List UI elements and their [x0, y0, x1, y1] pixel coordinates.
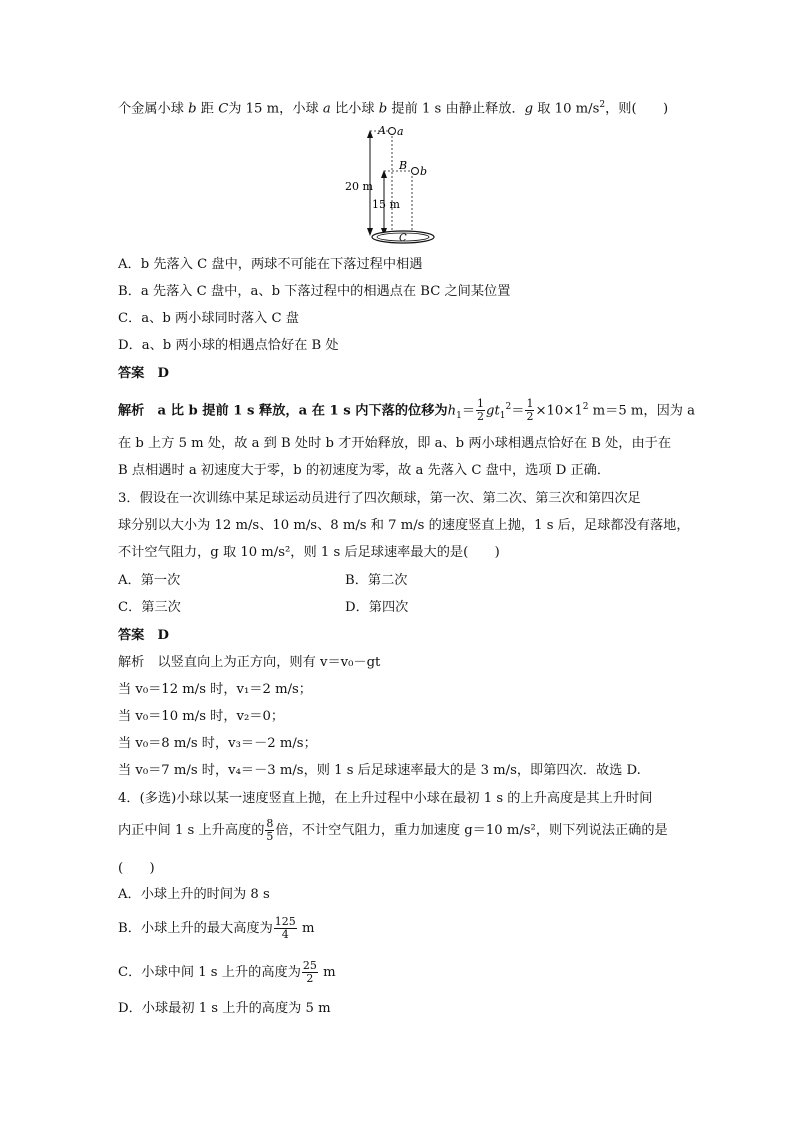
- drop-figure: [340, 120, 450, 250]
- label-C: C: [399, 233, 407, 244]
- q2-stem-line: 个金属小球 b 距 C为 15 m，小球 a 比小球 b 提前 1 s 由静止释放．g 取 10 $m/s^2$，则( ): [118, 100, 669, 117]
- q2-option-A: A．b 先落入 C 盘中，两球不可能在下落过程中相遇: [118, 257, 423, 272]
- q2-option-C: C．a、b 两小球同时落入 C 盘: [118, 311, 299, 326]
- q4-option-D: D．小球最初 1 s 上升的高度为 5 m: [118, 1001, 331, 1016]
- q3-stem-line-2: 球分别以大小为 12 m/s、10 m/s、8 m/s 和 7 m/s 的速度竖直上抛，1 s 后，足球都没有落地，: [118, 518, 690, 533]
- q4-option-B: B．小球上升的最大高度为 $\frac{125}{4}$ m: [118, 915, 315, 941]
- q3-stem-line-1: 3．假设在一次训练中某足球运动员进行了四次颠球，第一次、第二次、第三次和第四次足: [118, 491, 641, 506]
- label-20m: 20 m: [345, 180, 373, 193]
- label-b: b: [420, 165, 428, 178]
- q3-option-A: A．第一次: [118, 573, 181, 588]
- label-A: A: [378, 124, 386, 137]
- q3-analysis-line-4: 当 v₀＝8 m/s 时，v₃＝－2 m/s；: [118, 736, 317, 751]
- q2-option-B: B．a 先落入 C 盘中，a、b 下落过程中的相遇点在 BC 之间某位置: [118, 284, 511, 299]
- q2-answer: 答案 D: [118, 366, 169, 381]
- q2-analysis-line-3: B 点相遇时 a 初速度大于零，b 的初速度为零，故 a 先落入 C 盘中，选项 D 正确．: [118, 463, 611, 478]
- label-B: B: [399, 159, 408, 172]
- q3-answer: 答案 D: [118, 628, 169, 643]
- q3-option-D: D．第四次: [345, 600, 409, 615]
- q3-analysis-line-1: 解析 以竖直向上为正方向，则有 v＝v₀－gt: [118, 655, 381, 670]
- q2-analysis-line-2: 在 b 上方 5 m 处，故 a 到 B 处时 b 才开始释放，即 a、b 两小球相遇点恰好在 B 处，由于在: [118, 436, 672, 451]
- q4-stem-line-3: ( ): [118, 861, 155, 876]
- q3-analysis-line-3: 当 v₀＝10 m/s 时，v₂＝0；: [118, 709, 285, 724]
- q3-analysis-line-5: 当 v₀＝7 m/s 时，v₄＝－3 m/s，则 1 s 后足球速率最大的是 3 m/s，即第四次．故选 D.: [118, 763, 641, 778]
- q4-stem-line-1: 4．(多选)小球以某一速度竖直上抛，在上升过程中小球在最初 1 s 的上升高度是其上升时间: [118, 791, 653, 806]
- q3-stem-line-3: 不计空气阻力，g 取 10 m/s²，则 1 s 后足球速率最大的是( ): [118, 545, 500, 560]
- label-15m: 15 m: [372, 198, 400, 211]
- q4-stem-line-2: 内正中间 1 s 上升高度的 $\frac{8}{5}$ 倍，不计空气阻力，重力加速度 g＝10 m/s²，则下列说法正确的是: [118, 817, 668, 843]
- q4-option-C: C．小球中间 1 s 上升的高度为 $\frac{25}{2}$ m: [118, 959, 336, 985]
- q3-option-C: C．第三次: [118, 600, 181, 615]
- q3-analysis-line-2: 当 v₀＝12 m/s 时，v₁＝2 m/s；: [118, 682, 312, 697]
- label-a: a: [397, 125, 404, 138]
- q2-option-D: D．a、b 两小球的相遇点恰好在 B 处: [118, 338, 339, 353]
- ball-a: [389, 128, 396, 135]
- q4-option-A: A．小球上升的时间为 8 s: [118, 887, 270, 902]
- ball-b: [412, 168, 419, 175]
- q2-analysis-line-1: 解析 a 比 b 提前 1 s 释放，a 在 1 s 内下落的位移为$h_1=$ $\frac{1}{2}$ $gt_1^2=$ $\frac{1}{2}$ $\times 10\times 1^2$ m＝5 m，因为 a: [118, 397, 696, 424]
- q3-option-B: B．第二次: [345, 573, 408, 588]
